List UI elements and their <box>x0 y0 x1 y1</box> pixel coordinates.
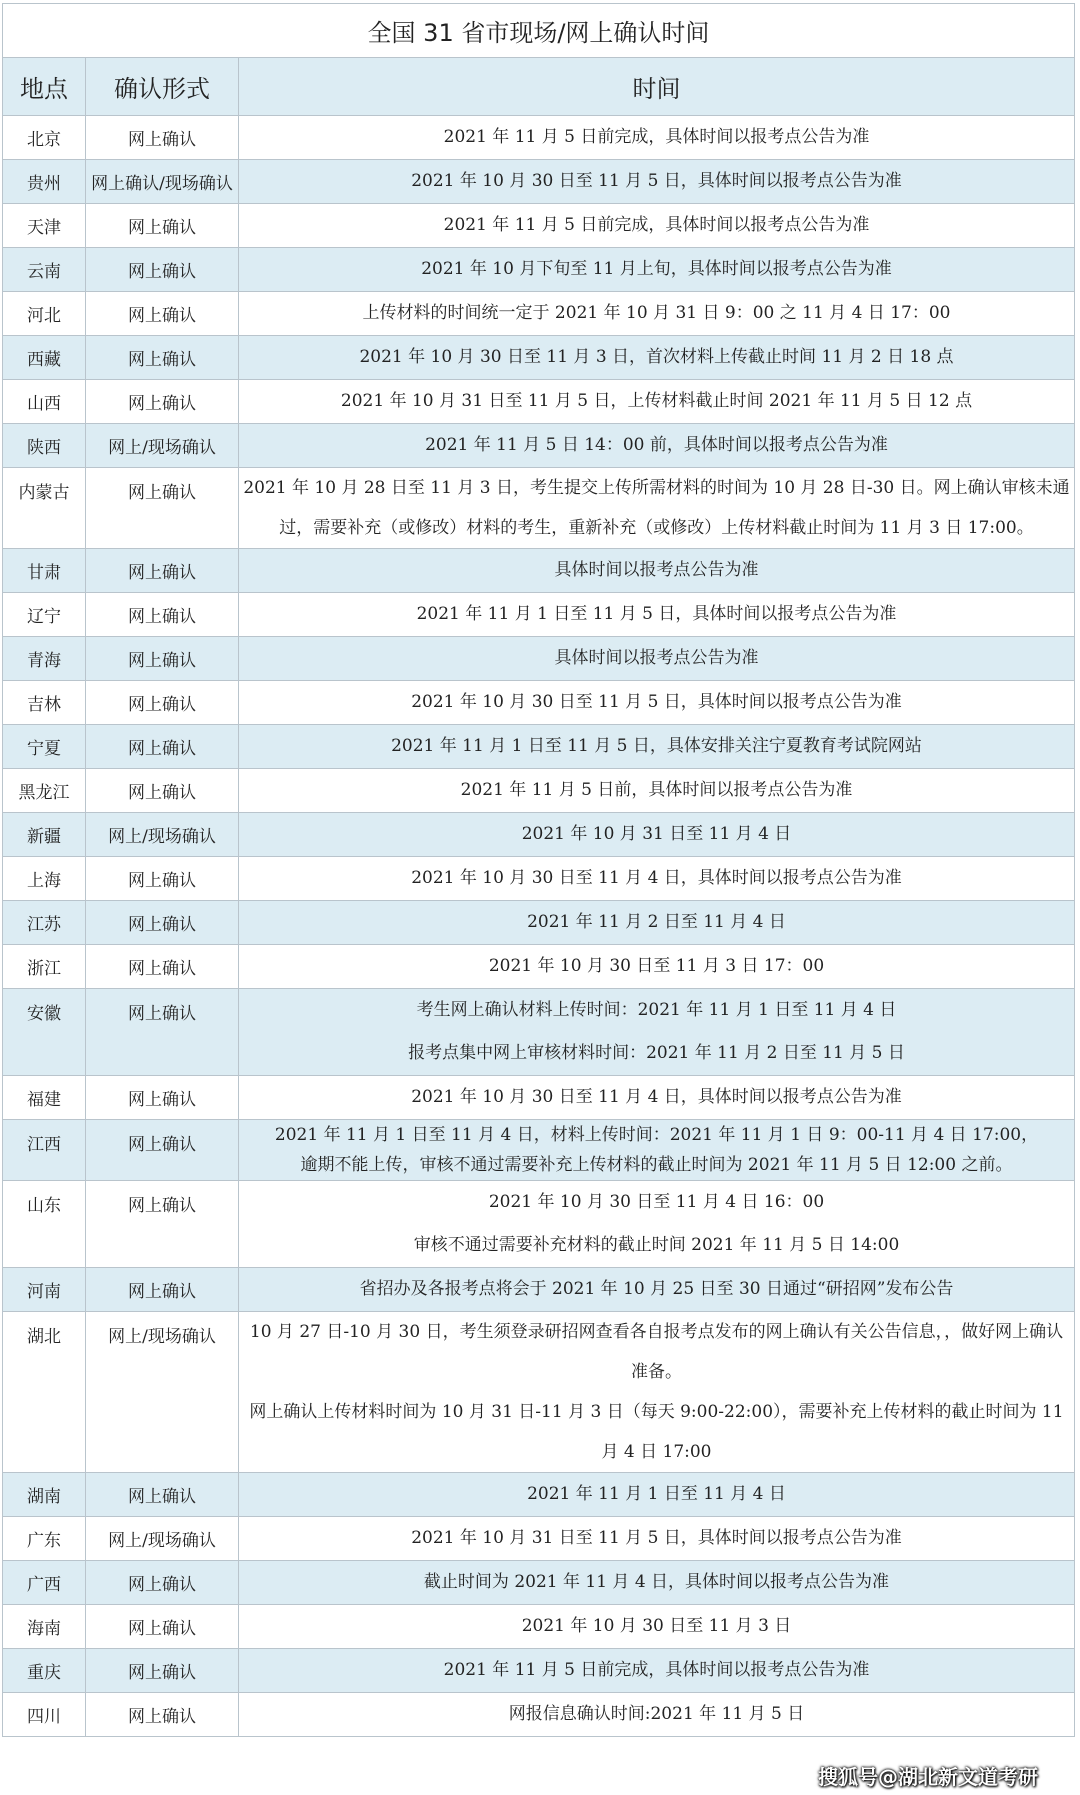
time-cell <box>239 204 1075 248</box>
table-title: 全国 31 省市现场/网上确认时间 <box>3 4 1075 58</box>
time-line: 省招办及各报考点将会于 2021 年 10 月 25 日至 30 日通过“研招网”发布公告 <box>359 1279 954 1299</box>
time-line: 2021 年 10 月下旬至 11 月上旬，具体时间以报考点公告为准 <box>421 259 892 279</box>
place-cell: 湖南 <box>3 1473 86 1517</box>
confirmation-table <box>2 3 1075 1737</box>
time-cell <box>239 989 1075 1076</box>
confirm-form-cell: 网上确认 <box>86 769 239 813</box>
table-row <box>3 1181 1075 1268</box>
time-cell <box>239 1076 1075 1120</box>
header-place: 地点 <box>3 58 86 116</box>
time-cell <box>239 857 1075 901</box>
place-cell: 广东 <box>3 1517 86 1561</box>
confirm-form-cell: 网上确认 <box>86 336 239 380</box>
confirm-form-cell: 网上确认 <box>86 1473 239 1517</box>
table-row <box>3 116 1075 160</box>
header-time: 时间 <box>239 58 1075 116</box>
table-row <box>3 1517 1075 1561</box>
table-row <box>3 637 1075 681</box>
time-line: 网报信息确认时间:2021 年 11 月 5 日 <box>508 1704 805 1724</box>
time-line: 10 月 27 日-10 月 30 日，考生须登录研招网查看各自报考点发布的网上确认有关公告信息，，做好网上确认准备。 <box>249 1322 1064 1382</box>
place-cell: 江西 <box>3 1120 86 1181</box>
table-row <box>3 248 1075 292</box>
table-row <box>3 769 1075 813</box>
table-row <box>3 292 1075 336</box>
place-cell: 西藏 <box>3 336 86 380</box>
time-cell <box>239 1649 1075 1693</box>
time-cell <box>239 681 1075 725</box>
table-row <box>3 204 1075 248</box>
confirm-form-cell: 网上/现场确认 <box>86 1312 239 1473</box>
confirm-form-cell: 网上确认 <box>86 292 239 336</box>
table-row <box>3 1649 1075 1693</box>
time-cell <box>239 901 1075 945</box>
table-row <box>3 380 1075 424</box>
place-cell: 湖北 <box>3 1312 86 1473</box>
place-cell: 四川 <box>3 1693 86 1737</box>
time-line: 2021 年 11 月 5 日前，具体时间以报考点公告为准 <box>460 780 853 800</box>
place-cell: 陕西 <box>3 424 86 468</box>
time-line: 2021 年 10 月 30 日至 11 月 4 日，具体时间以报考点公告为准 <box>411 1087 902 1107</box>
time-line: 2021 年 11 月 5 日 14：00 前，具体时间以报考点公告为准 <box>425 435 888 455</box>
place-cell: 山西 <box>3 380 86 424</box>
place-cell: 浙江 <box>3 945 86 989</box>
confirm-form-cell: 网上确认 <box>86 857 239 901</box>
confirm-form-cell: 网上确认 <box>86 725 239 769</box>
time-line: 2021 年 10 月 30 日至 11 月 4 日，具体时间以报考点公告为准 <box>411 868 902 888</box>
time-cell <box>239 1473 1075 1517</box>
confirm-form-cell: 网上确认 <box>86 1693 239 1737</box>
table-row <box>3 593 1075 637</box>
time-cell <box>239 769 1075 813</box>
time-line: 2021 年 10 月 31 日至 11 月 5 日，上传材料截止时间 2021 年 11 月 5 日 12 点 <box>340 391 973 411</box>
table-row <box>3 1312 1075 1473</box>
place-cell: 广西 <box>3 1561 86 1605</box>
table-body <box>3 116 1075 1737</box>
confirm-form-cell: 网上确认 <box>86 248 239 292</box>
time-cell <box>239 549 1075 593</box>
table-row <box>3 160 1075 204</box>
time-line: 具体时间以报考点公告为准 <box>554 560 759 580</box>
place-cell: 天津 <box>3 204 86 248</box>
time-cell <box>239 160 1075 204</box>
time-line: 2021 年 10 月 30 日至 11 月 5 日，具体时间以报考点公告为准 <box>411 692 902 712</box>
time-cell <box>239 1605 1075 1649</box>
time-line: 2021 年 10 月 31 日至 11 月 4 日 <box>521 824 792 844</box>
table-row <box>3 989 1075 1076</box>
place-cell: 山东 <box>3 1181 86 1268</box>
time-line: 2021 年 11 月 1 日至 11 月 5 日，具体安排关注宁夏教育考试院网站 <box>391 736 922 756</box>
time-cell <box>239 1181 1075 1268</box>
time-line: 具体时间以报考点公告为准 <box>554 648 759 668</box>
time-line: 2021 年 11 月 1 日至 11 月 4 日，材料上传时间：2021 年 11 月 1 日 9：00-11 月 4 日 17:00， <box>274 1125 1039 1145</box>
confirm-form-cell: 网上确认/现场确认 <box>86 160 239 204</box>
table-row <box>3 813 1075 857</box>
place-cell: 海南 <box>3 1605 86 1649</box>
time-cell <box>239 380 1075 424</box>
time-cell <box>239 593 1075 637</box>
time-cell <box>239 1693 1075 1737</box>
table-row <box>3 725 1075 769</box>
confirm-form-cell: 网上确认 <box>86 1561 239 1605</box>
time-cell <box>239 248 1075 292</box>
time-line: 截止时间为 2021 年 11 月 4 日，具体时间以报考点公告为准 <box>423 1572 890 1592</box>
time-cell <box>239 813 1075 857</box>
place-cell: 河南 <box>3 1268 86 1312</box>
time-line: 2021 年 11 月 5 日前完成，具体时间以报考点公告为准 <box>443 215 870 235</box>
confirmation-schedule <box>2 3 1074 1737</box>
confirm-form-cell: 网上确认 <box>86 989 239 1076</box>
place-cell: 贵州 <box>3 160 86 204</box>
time-line: 报考点集中网上审核材料时间：2021 年 11 月 2 日至 11 月 5 日 <box>408 1043 905 1063</box>
time-cell <box>239 424 1075 468</box>
confirm-form-cell: 网上确认 <box>86 1181 239 1268</box>
time-cell <box>239 468 1075 549</box>
time-line: 网上确认上传材料时间为 10 月 31 日-11 月 3 日（每天 9:00-22:00），需要补充上传材料的截止时间为 11 月 4 日 17:00 <box>249 1402 1064 1462</box>
time-cell <box>239 116 1075 160</box>
table-row <box>3 424 1075 468</box>
confirm-form-cell: 网上/现场确认 <box>86 813 239 857</box>
confirm-form-cell: 网上确认 <box>86 593 239 637</box>
time-line: 2021 年 10 月 31 日至 11 月 5 日，具体时间以报考点公告为准 <box>411 1528 902 1548</box>
table-row <box>3 1473 1075 1517</box>
time-line: 2021 年 10 月 30 日至 11 月 3 日 <box>521 1616 792 1636</box>
place-cell: 青海 <box>3 637 86 681</box>
time-line: 2021 年 11 月 1 日至 11 月 4 日 <box>527 1484 786 1504</box>
time-line: 审核不通过需要补充材料的截止时间 2021 年 11 月 5 日 14:00 <box>413 1235 900 1255</box>
time-line: 2021 年 11 月 5 日前完成，具体时间以报考点公告为准 <box>443 127 870 147</box>
time-line: 2021 年 11 月 2 日至 11 月 4 日 <box>527 912 786 932</box>
confirm-form-cell: 网上/现场确认 <box>86 424 239 468</box>
confirm-form-cell: 网上确认 <box>86 468 239 549</box>
time-cell <box>239 1268 1075 1312</box>
confirm-form-cell: 网上确认 <box>86 1268 239 1312</box>
time-line: 上传材料的时间统一定于 2021 年 10 月 31 日 9：00 之 11 月 4 日 17：00 <box>362 303 951 323</box>
time-cell <box>239 1120 1075 1181</box>
table-row <box>3 1268 1075 1312</box>
place-cell: 云南 <box>3 248 86 292</box>
place-cell: 福建 <box>3 1076 86 1120</box>
watermark-text: 搜狐号@湖北新文道考研 <box>818 1765 1038 1789</box>
header-form: 确认形式 <box>86 58 239 116</box>
confirm-form-cell: 网上/现场确认 <box>86 1517 239 1561</box>
table-row <box>3 1561 1075 1605</box>
confirm-form-cell: 网上确认 <box>86 1076 239 1120</box>
confirm-form-cell: 网上确认 <box>86 1649 239 1693</box>
time-line: 考生网上确认材料上传时间：2021 年 11 月 1 日至 11 月 4 日 <box>416 1000 897 1020</box>
place-cell: 北京 <box>3 116 86 160</box>
time-line: 2021 年 10 月 30 日至 11 月 3 日 17：00 <box>488 956 825 976</box>
time-cell <box>239 945 1075 989</box>
place-cell: 黑龙江 <box>3 769 86 813</box>
time-cell <box>239 1312 1075 1473</box>
place-cell: 甘肃 <box>3 549 86 593</box>
place-cell: 河北 <box>3 292 86 336</box>
table-row <box>3 1076 1075 1120</box>
confirm-form-cell: 网上确认 <box>86 549 239 593</box>
place-cell: 内蒙古 <box>3 468 86 549</box>
confirm-form-cell: 网上确认 <box>86 681 239 725</box>
place-cell: 宁夏 <box>3 725 86 769</box>
place-cell: 上海 <box>3 857 86 901</box>
confirm-form-cell: 网上确认 <box>86 1120 239 1181</box>
time-cell <box>239 637 1075 681</box>
table-row <box>3 901 1075 945</box>
table-row <box>3 549 1075 593</box>
table-row <box>3 1605 1075 1649</box>
confirm-form-cell: 网上确认 <box>86 1605 239 1649</box>
header-row <box>3 58 1075 116</box>
place-cell: 新疆 <box>3 813 86 857</box>
time-cell <box>239 1561 1075 1605</box>
table-row <box>3 336 1075 380</box>
time-line: 2021 年 11 月 1 日至 11 月 5 日，具体时间以报考点公告为准 <box>416 604 897 624</box>
confirm-form-cell: 网上确认 <box>86 945 239 989</box>
time-line: 2021 年 10 月 30 日至 11 月 5 日，具体时间以报考点公告为准 <box>411 171 902 191</box>
time-cell <box>239 725 1075 769</box>
time-cell <box>239 336 1075 380</box>
confirm-form-cell: 网上确认 <box>86 380 239 424</box>
table-row <box>3 857 1075 901</box>
confirm-form-cell: 网上确认 <box>86 204 239 248</box>
place-cell: 江苏 <box>3 901 86 945</box>
time-line: 2021 年 10 月 28 日至 11 月 3 日，考生提交上传所需材料的时间为 10 月 28 日-30 日。网上确认审核未通过，需要补充（或修改）材料的考生，重新补充（或修改）上传材料截止时间为 11 月 3 日 17:00。 <box>243 478 1070 538</box>
time-line: 逾期不能上传，审核不通过需要补充上传材料的截止时间为 2021 年 11 月 5 日 12:00 之前。 <box>300 1155 1013 1175</box>
confirm-form-cell: 网上确认 <box>86 116 239 160</box>
table-row <box>3 945 1075 989</box>
confirm-form-cell: 网上确认 <box>86 901 239 945</box>
table-row <box>3 468 1075 549</box>
place-cell: 安徽 <box>3 989 86 1076</box>
place-cell: 重庆 <box>3 1649 86 1693</box>
time-line: 2021 年 10 月 30 日至 11 月 3 日，首次材料上传截止时间 11 月 2 日 18 点 <box>359 347 954 367</box>
place-cell: 辽宁 <box>3 593 86 637</box>
table-row <box>3 1693 1075 1737</box>
confirm-form-cell: 网上确认 <box>86 637 239 681</box>
time-line: 2021 年 11 月 5 日前完成，具体时间以报考点公告为准 <box>443 1660 870 1680</box>
time-cell <box>239 292 1075 336</box>
table-row <box>3 681 1075 725</box>
time-cell <box>239 1517 1075 1561</box>
table-row <box>3 1120 1075 1181</box>
place-cell: 吉林 <box>3 681 86 725</box>
time-line: 2021 年 10 月 30 日至 11 月 4 日 16：00 <box>488 1192 825 1212</box>
